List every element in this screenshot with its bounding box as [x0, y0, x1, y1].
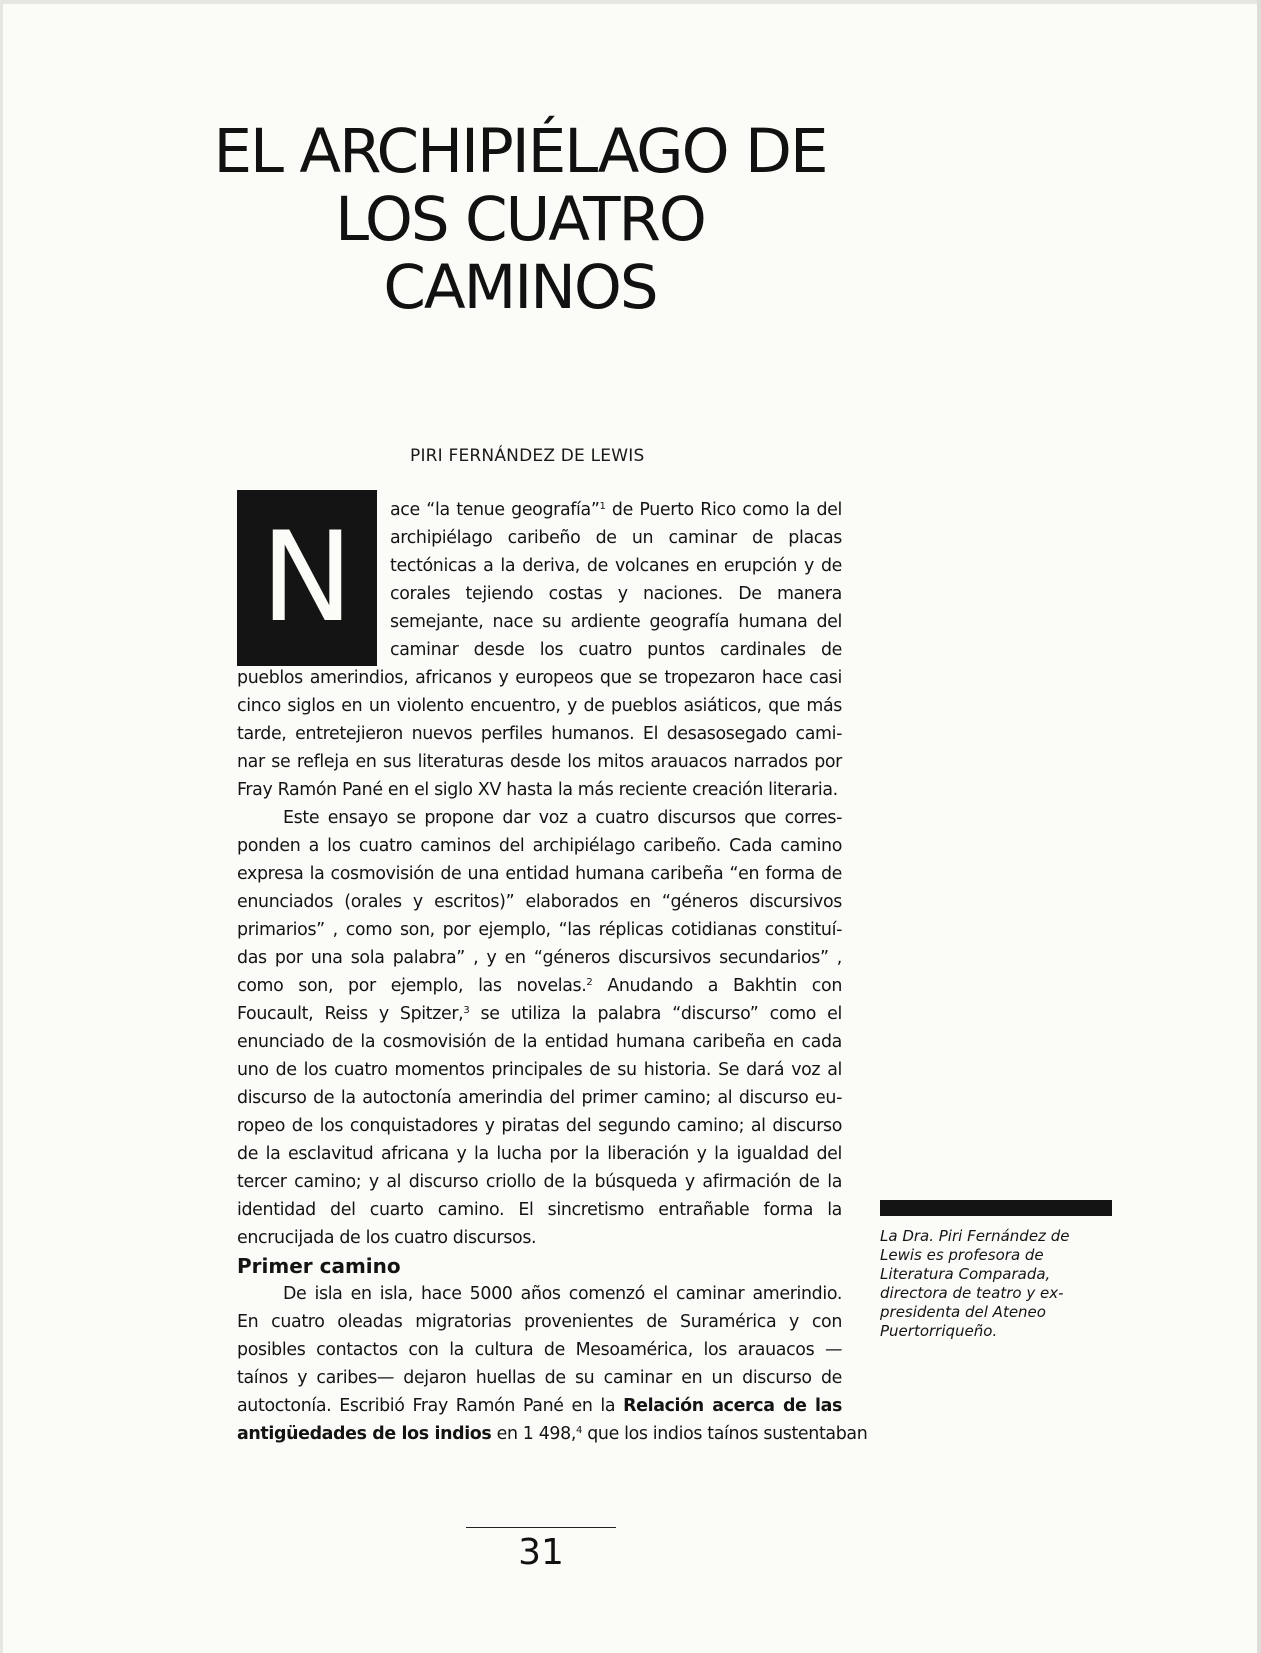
body-line: de la esclavitud africana y la lucha por la liberación y la igualdad del — [237, 1144, 842, 1164]
body-line: archipiélago caribeño de un caminar de placas — [390, 528, 842, 548]
footnote-ref: 2 — [586, 977, 593, 988]
body-line: semejante, nace su ardiente geografía humana del — [390, 612, 842, 632]
body-line: posibles contactos con la cultura de Mesoamérica, los arauacos — — [237, 1340, 842, 1360]
drop-cap: N — [237, 490, 377, 666]
body-line: cinco siglos en un violento encuentro, y de pueblos asiáticos, que más — [237, 696, 842, 716]
body-line: En cuatro oleadas migratorias provenientes de Suramérica y con — [237, 1312, 842, 1332]
author-byline: PIRI FERNÁNDEZ DE LEWIS — [410, 446, 645, 466]
body-line: ropeo de los conquistadores y piratas del segundo camino; al discurso — [237, 1116, 842, 1136]
body-line: Este ensayo se propone dar voz a cuatro discursos que corres- — [283, 808, 842, 828]
footnote-ref: 3 — [463, 1005, 470, 1016]
book-title: Relación acerca de las — [623, 1396, 842, 1416]
body-line: como son, por ejemplo, las novelas.$^2$ Anudando a Bakhtin con — [237, 976, 842, 996]
article-title — [200, 118, 840, 322]
body-line: identidad del cuarto camino. El sincretismo entrañable forma la — [237, 1200, 842, 1220]
section-heading: Primer camino — [237, 1254, 401, 1278]
article-body — [237, 496, 868, 1448]
body-line: encrucijada de los cuatro discursos. — [237, 1228, 537, 1248]
body-line: tectónicas a la deriva, de volcanes en erupción y de — [390, 556, 842, 576]
sidebar-rule — [880, 1200, 1112, 1216]
body-line: tarde, entretejieron nuevos perfiles humanos. El desasosegado cami- — [237, 724, 842, 744]
title-line: LOS CUATRO — [335, 184, 705, 255]
body-line: Foucault, Reiss y Spitzer,$^3$ se utiliza la palabra “discurso” como el — [237, 1004, 842, 1024]
body-line: ponden a los cuatro caminos del archipiélago caribeño. Cada camino — [237, 836, 842, 856]
body-line: caminar desde los cuatro puntos cardinales de — [390, 640, 842, 660]
body-line: autoctonía. Escribió Fray Ramón Pané en la Relación acerca de las — [237, 1396, 842, 1416]
title-line: EL ARCHIPIÉLAGO DE — [213, 116, 827, 187]
body-line: corales tejiendo costas y naciones. De manera — [390, 584, 842, 604]
footnote-ref: 4 — [576, 1425, 583, 1436]
body-line: Fray Ramón Pané en el siglo XV hasta la más reciente creación literaria. — [237, 780, 838, 800]
title-line: CAMINOS — [383, 252, 657, 323]
page-number: 31 — [518, 1532, 564, 1573]
footer-rule — [466, 1527, 616, 1528]
body-line: De isla en isla, hace 5000 años comenzó el caminar amerindio. — [283, 1284, 842, 1304]
body-line: tercer camino; y al discurso criollo de la búsqueda y afirmación de la — [237, 1172, 842, 1192]
scan-edge-left — [0, 0, 3, 1653]
body-line: taínos y caribes— dejaron huellas de su caminar en un discurso de — [237, 1368, 842, 1388]
body-line: pueblos amerindios, africanos y europeos que se tropezaron hace casi — [237, 668, 842, 688]
body-line: enunciados (orales y escritos)” elaborados en “géneros discursivos — [237, 892, 842, 912]
body-line: ace “la tenue geografía”$^1$ de Puerto Rico como la del — [390, 500, 842, 520]
body-line: primarios” , como son, por ejemplo, “las réplicas cotidianas constituí- — [237, 920, 842, 940]
body-line: nar se refleja en sus literaturas desde los mitos arauacos narrados por — [237, 752, 842, 772]
body-line: expresa la cosmovisión de una entidad humana caribeña “en forma de — [237, 864, 842, 884]
footnote-ref: 1 — [599, 501, 606, 512]
scan-edge-right — [1257, 0, 1261, 1653]
body-line: antigüedades de los indios en 1 498,$^4$ que los indios taínos sustentaban — [237, 1424, 868, 1444]
book-title: antigüedades de los indios — [237, 1424, 492, 1444]
body-line: enunciado de la cosmovisión de la entidad humana caribeña en cada — [237, 1032, 842, 1052]
body-line: uno de los cuatro momentos principales de su historia. Se dará voz al — [237, 1060, 842, 1080]
body-line: discurso de la autoctonía amerindia del primer camino; al discurso eu- — [237, 1088, 842, 1108]
author-bio-note: La Dra. Piri Fernández de Lewis es profesora de Literatura Comparada, directora de teatro y ex-presidenta del Ateneo Puertorriqueño. — [880, 1227, 1070, 1340]
scan-edge-top — [0, 0, 1261, 4]
body-line: das por una sola palabra” , y en “géneros discursivos secundarios” , — [237, 948, 842, 968]
